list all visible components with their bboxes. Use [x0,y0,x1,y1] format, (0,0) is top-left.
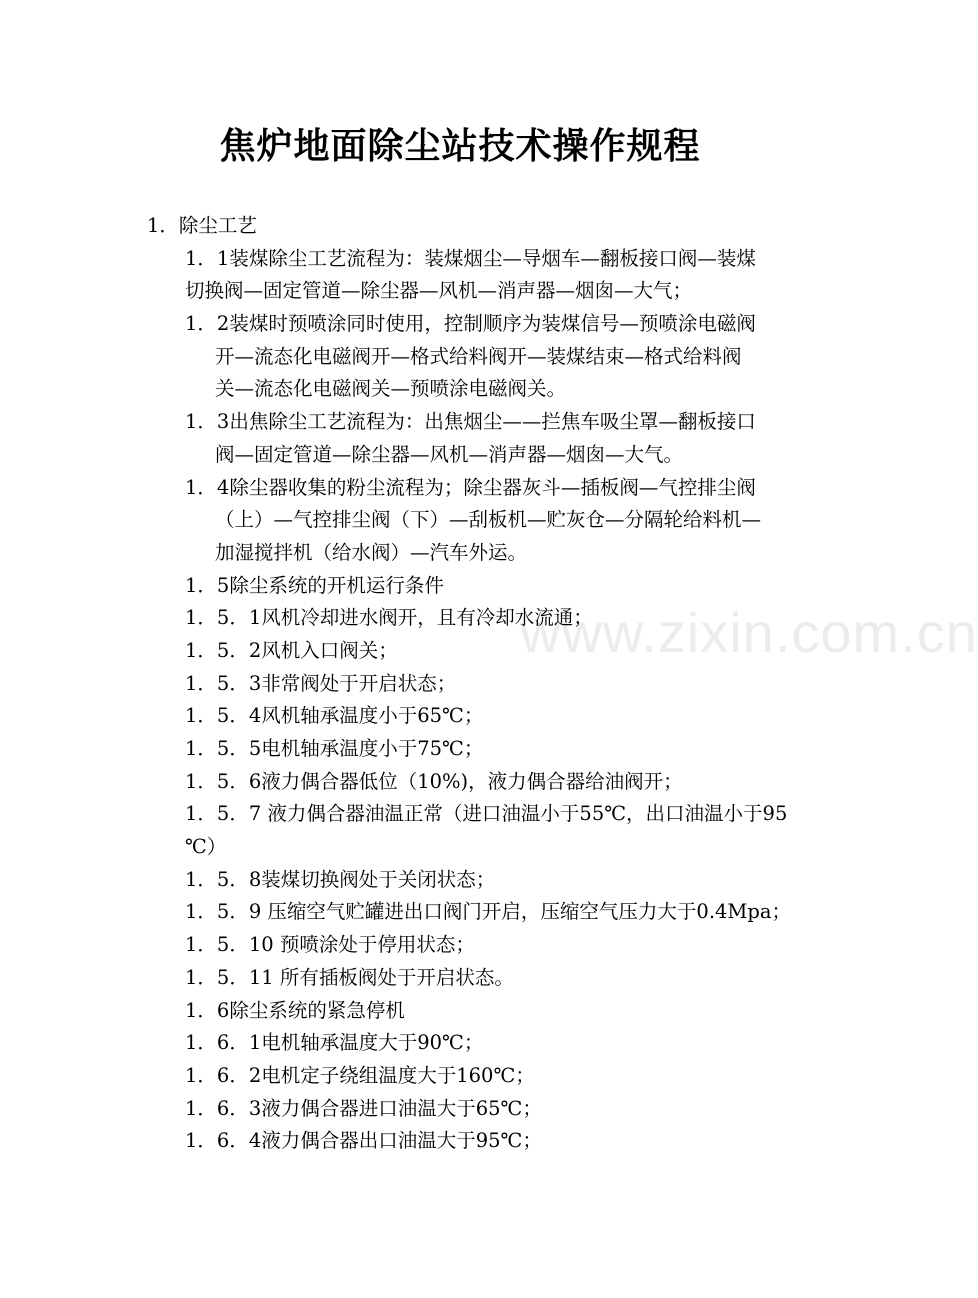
text-line-content: 1．5．4风机轴承温度小于65℃； [185,704,484,728]
text-line-content: 1．6．1电机轴承温度大于90℃； [185,1031,484,1055]
text-line-content: 1．1装煤除尘工艺流程为：装煤烟尘—导烟车—翻板接口阀—装煤 [185,246,756,270]
document-body [0,210,920,1158]
text-line-content: 切换阀—固定管道—除尘器—风机—消声器—烟囱—大气； [185,279,693,303]
text-line [0,1027,920,1060]
text-line-content: 1．5．8装煤切换阀处于关闭状态； [185,867,496,891]
text-line-content: 开—流态化电磁阀开—格式给料阀开—装煤结束—格式给料阀 [215,344,742,368]
text-line [0,1125,920,1158]
text-line [0,1093,920,1126]
text-line-content: 1．除尘工艺 [147,214,257,237]
text-line-content: 阀—固定管道—除尘器—风机—消声器—烟囱—大气。 [215,442,684,466]
text-line [0,962,920,995]
text-line [0,929,920,962]
text-line [0,602,920,635]
text-line [0,308,920,341]
text-line-content: 1．6．2电机定子绕组温度大于160℃； [185,1063,535,1087]
text-line-content: 1．2装煤时预喷涂同时使用，控制顺序为装煤信号—预喷涂电磁阀 [185,312,756,336]
text-line [0,243,920,276]
text-line-content: 1．5．1风机冷却进水阀开，且有冷却水流通； [185,606,593,630]
text-line [0,766,920,799]
text-line [0,896,920,929]
text-line-content: 1．5．11 所有插板阀处于开启状态。 [185,965,514,989]
text-line [0,373,920,406]
text-line [0,472,920,505]
watermark: www.zixin.com.cn [520,601,978,664]
text-line [0,504,920,537]
text-line-content: 1．5．10 预喷涂处于停用状态； [185,933,475,957]
text-line [0,668,920,701]
text-line-content: 1．5．5电机轴承温度小于75℃； [185,737,484,760]
text-line-content: 关—流态化电磁阀关—预喷涂电磁阀关。 [215,377,567,401]
text-line-content: 1．5．2风机入口阀关； [185,638,398,662]
text-line [0,733,920,766]
text-line-content: 1．5．6液力偶合器低位（10%)，液力偶合器给油阀开； [185,769,683,793]
text-line-content: 1．5除尘系统的开机运行条件 [185,573,444,597]
text-line [0,210,920,243]
text-line [0,831,920,864]
text-line [0,275,920,308]
text-line [0,798,920,831]
text-line-content: 加湿搅拌机（给水阀）—汽车外运。 [215,540,528,564]
text-line-content: 1．6除尘系统的紧急停机 [185,998,405,1022]
text-line-content: 1．6．4液力偶合器出口油温大于95℃； [185,1129,542,1153]
text-line [0,635,920,668]
text-line [0,995,920,1028]
text-line [0,406,920,439]
text-line [0,439,920,472]
text-line-content: 1．5．9 压缩空气贮罐进出口阀门开启，压缩空气压力大于0.4Mpa； [185,900,792,924]
document-title: 焦炉地面除尘站技术操作规程 [219,125,701,167]
text-line [0,341,920,374]
text-line-content: （上）—气控排尘阀（下）—刮板机—贮灰仓—分隔轮给料机— [215,508,762,532]
text-line-content: 1．3出焦除尘工艺流程为：出焦烟尘——拦焦车吸尘罩—翻板接口 [185,410,756,434]
text-line-content: 1．5．3非常阀处于开启状态； [185,671,457,695]
text-line-content: ℃） [185,835,227,859]
text-line-content: 1．6．3液力偶合器进口油温大于65℃； [185,1096,542,1120]
text-line [0,570,920,603]
text-line [0,864,920,897]
text-line [0,1060,920,1093]
text-line-content: 1．5．7 液力偶合器油温正常（进口油温小于55℃，出口油温小于95 [185,802,788,826]
text-line [0,537,920,570]
text-line [0,700,920,733]
text-line-content: 1．4除尘器收集的粉尘流程为；除尘器灰斗—插板阀—气控排尘阀 [185,475,756,499]
